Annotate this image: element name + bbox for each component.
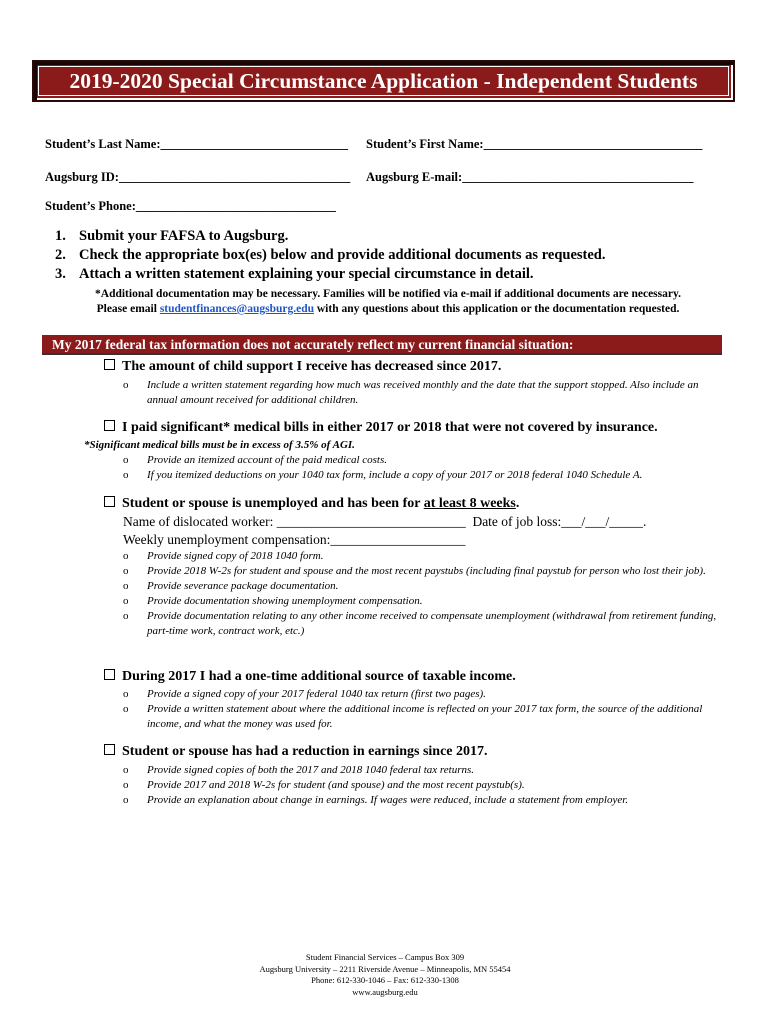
list-item: o Provide an itemized account of the paid medical costs. (123, 453, 723, 468)
list-item: o Provide 2017 and 2018 W-2s for student (and spouse) and the most recent paystub(s). (123, 778, 723, 793)
medical-bills-checkbox[interactable] (104, 420, 115, 431)
documentation-note: *Additional documentation may be necessary. Families will be notified via e-mail if additional documents are necessary. Please email studentfinances@augsburg.edu with any questions about this application or the documentation requested. (95, 288, 681, 315)
step-item: 3. Attach a written statement explaining your special circumstance in detail. (55, 266, 534, 282)
list-item: o Provide a signed copy of your 2017 federal 1040 tax return (first two pages). (123, 687, 723, 702)
list-item: o Provide severance package documentation. (123, 579, 723, 594)
child-support-option: The amount of child support I receive has decreased since 2017. (104, 359, 501, 375)
reduced-earnings-requirements (123, 763, 723, 808)
phone-field[interactable]: Student’s Phone:________________________________ (45, 199, 336, 213)
one-time-income-option: During 2017 I had a one-time additional source of taxable income. (104, 669, 516, 685)
instruction-steps (55, 227, 605, 284)
list-item: o Provide a written statement about where the additional income is reflected on your 2017 tax form, the source of the additional income, and what the money was used for. (123, 702, 723, 732)
title-inner-border (38, 66, 729, 96)
unemployed-checkbox[interactable] (104, 496, 115, 507)
list-item: o If you itemized deductions on your 1040 tax form, include a copy of your 2017 or 2018 federal 1040 Schedule A. (123, 468, 723, 483)
email-field[interactable]: Augsburg E-mail:_____________________________________ (366, 170, 694, 184)
one-time-income-checkbox[interactable] (104, 669, 115, 680)
list-item: o Provide documentation showing unemployment compensation. (123, 594, 723, 609)
unemployment-compensation-field[interactable]: Weekly unemployment compensation:____________________ (123, 532, 466, 547)
list-item: o Provide documentation relating to any other income received to compensate unemployment (withdrawal from retirement funding, part-time work, contract work, etc.) (123, 609, 723, 639)
medical-requirements (123, 453, 723, 483)
reduced-earnings-option: Student or spouse has had a reduction in earnings since 2017. (104, 744, 488, 760)
reduced-earnings-checkbox[interactable] (104, 744, 115, 755)
child-support-requirements (123, 378, 723, 408)
list-item: o Provide 2018 W-2s for student and spouse and the most recent paystubs (including final paystub for person who lost their job). (123, 564, 723, 579)
medical-bills-option: I paid significant* medical bills in either 2017 or 2018 that were not covered by insurance. (104, 420, 658, 436)
section-header: My 2017 federal tax information does not accurately reflect my current financial situation: (42, 335, 722, 355)
email-link[interactable]: studentfinances@augsburg.edu (159, 303, 314, 315)
list-item: o Provide signed copies of both the 2017 and 2018 1040 federal tax returns. (123, 763, 723, 778)
page-title (32, 60, 735, 102)
first-name-field[interactable]: Student’s First Name:___________________________________ (366, 137, 703, 151)
list-item: o Provide an explanation about change in earnings. If wages were reduced, include a statement from employer. (123, 793, 723, 808)
child-support-checkbox[interactable] (104, 359, 115, 370)
dislocated-worker-field[interactable]: Name of dislocated worker: ____________________________ Date of job loss:___/___/_____. (123, 514, 647, 529)
list-item: o Include a written statement regarding how much was received monthly and the date that the support stopped. Also include an annual amount received for additional children. (123, 378, 723, 408)
medical-threshold-note: *Significant medical bills must be in excess of 3.5% of AGI. (84, 439, 355, 451)
unemployed-requirements (123, 549, 723, 639)
step-item: 2. Check the appropriate box(es) below and provide additional documents as requested. (55, 247, 606, 263)
footer-contact: Student Financial Services – Campus Box 309 Augsburg University – 2211 Riverside Avenue – Minneapolis, MN 55454 Phone: 612-330-1046 – Fax: 612-330-1308 www.augsburg.edu (0, 952, 770, 998)
augsburg-id-field[interactable]: Augsburg ID:_____________________________________ (45, 170, 351, 184)
list-item: o Provide signed copy of 2018 1040 form. (123, 549, 723, 564)
page-title-text: 2019-2020 Special Circumstance Application - Independent Students (69, 68, 698, 93)
website-link[interactable]: www.augsburg.edu (352, 986, 418, 997)
one-time-income-requirements (123, 687, 723, 732)
step-item: 1. Submit your FAFSA to Augsburg. (55, 228, 289, 244)
unemployed-option: Student or spouse is unemployed and has been for at least 8 weeks. (104, 496, 519, 512)
last-name-field[interactable]: Student’s Last Name:______________________________ (45, 137, 349, 151)
